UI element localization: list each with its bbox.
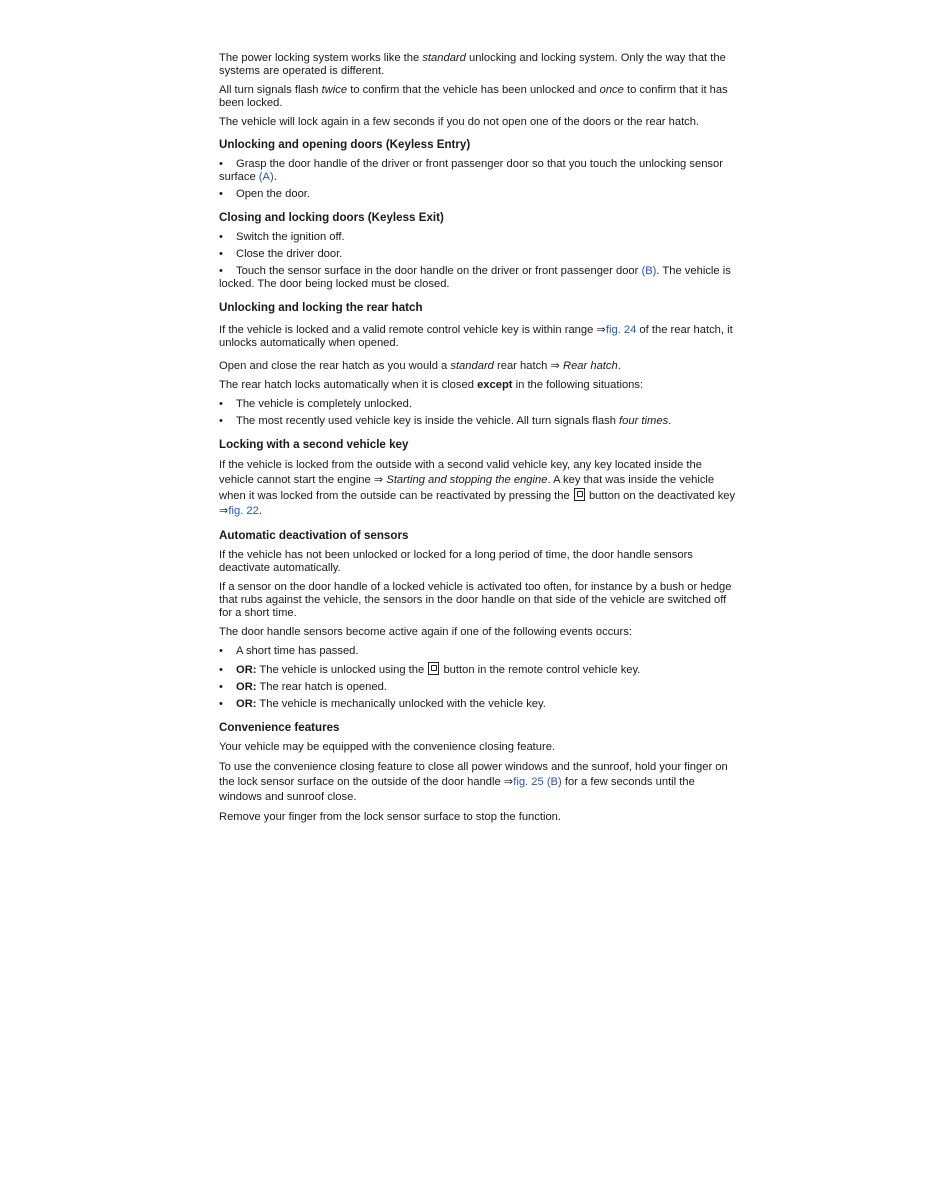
heading-auto-deactivation: Automatic deactivation of sensors (219, 529, 409, 542)
text: The vehicle is mechanically unlocked with the vehicle key. (256, 698, 546, 710)
list-item (219, 662, 739, 677)
auto-deact-paragraph-1: If the vehicle has not been unlocked or locked for a long period of time, the door handle sensors deactivate automatically. (219, 549, 693, 574)
list-item (219, 265, 739, 291)
link-fig-22[interactable]: fig. 22 (228, 505, 259, 517)
emphasis: standard (422, 52, 466, 64)
second-key-paragraph (219, 458, 739, 519)
unlock-button-icon (574, 488, 585, 501)
text: rear hatch (493, 360, 551, 372)
text: for a few seconds until the windows and sunroof close. (219, 776, 695, 803)
text: . (617, 360, 621, 372)
document-body (219, 52, 739, 830)
link-fig-24[interactable]: fig. 24 (605, 324, 637, 336)
convenience-paragraph-2 (219, 760, 739, 805)
bullet: • (219, 265, 223, 277)
text: unlocking and locking system. Only the way that the systems are operated is different. (219, 52, 726, 77)
link-starting-stopping[interactable]: Starting and stopping the engine (386, 474, 548, 486)
text: Touch the sensor surface in the door handle on the driver or front passenger door (236, 265, 642, 277)
arrow-icon: ⇒ (550, 360, 560, 372)
text: button in the remote control vehicle key. (440, 664, 641, 676)
text: The most recently used vehicle key is inside the vehicle. All turn signals flash (236, 415, 620, 427)
text: If the vehicle is locked from the outside with a second valid vehicle key, any key located inside the vehicle cannot start the engine (219, 459, 702, 486)
list-item (219, 398, 739, 411)
bullet: • (219, 231, 223, 243)
emphasis: four times (619, 415, 669, 427)
text: The rear hatch locks automatically when it is closed (219, 379, 478, 391)
text: . The vehicle is locked. The door being locked must be closed. (219, 265, 731, 290)
emphasis: standard (450, 360, 494, 372)
link-fig-25[interactable]: fig. 25 (B) (513, 776, 562, 788)
text: Open the door. (236, 188, 311, 200)
convenience-paragraph-3: Remove your finger from the lock sensor surface to stop the function. (219, 811, 562, 823)
text: to confirm that it has been locked. (219, 84, 728, 109)
text: to confirm that the vehicle has been unlocked and (347, 84, 600, 96)
list-item (219, 681, 739, 694)
or-label: OR: (236, 698, 257, 710)
heading-keyless-entry: Unlocking and opening doors (Keyless Entry) (219, 138, 471, 151)
or-label: OR: (236, 664, 257, 676)
link-a[interactable]: (A) (258, 171, 274, 183)
intro-paragraph-2 (219, 84, 739, 110)
text: Close the driver door. (236, 248, 343, 260)
bullet: • (219, 248, 223, 260)
rear-hatch-paragraph-3 (219, 379, 739, 392)
text: in the following situations: (512, 379, 644, 391)
auto-deact-paragraph-3: The door handle sensors become active again if one of the following events occurs: (219, 626, 632, 638)
bullet: • (219, 398, 223, 410)
bullet: • (219, 698, 223, 710)
text: of the rear hatch, it unlocks automatically when opened. (219, 324, 733, 349)
text: Switch the ignition off. (236, 231, 345, 243)
text: All turn signals flash (219, 84, 322, 96)
bullet: • (219, 188, 223, 200)
unlock-button-icon (428, 662, 439, 675)
link-b[interactable]: (B) (641, 265, 657, 277)
arrow-icon: ⇒ (373, 474, 384, 486)
text: A short time has passed. (236, 645, 359, 657)
text: The rear hatch is opened. (256, 681, 387, 693)
convenience-paragraph-1: Your vehicle may be equipped with the convenience closing feature. (219, 741, 556, 753)
list-item (219, 415, 739, 428)
arrow-icon: ⇒ (219, 505, 229, 517)
list-item (219, 188, 739, 201)
heading-keyless-exit: Closing and locking doors (Keyless Exit) (219, 211, 444, 224)
text: If the vehicle is locked and a valid remote control vehicle key is within range (219, 324, 597, 336)
text: The power locking system works like the (219, 52, 423, 64)
list-item (219, 645, 739, 658)
text: . (258, 505, 262, 517)
bold-text: except (477, 379, 513, 391)
text: button on the deactivated key (585, 490, 736, 502)
list-item (219, 158, 739, 184)
or-label: OR: (236, 681, 257, 693)
list-item (219, 248, 739, 261)
bullet: • (219, 681, 223, 693)
intro-paragraph-3: The vehicle will lock again in a few seconds if you do not open one of the doors or the rear hatch. (219, 116, 700, 128)
text: . A key that was inside the vehicle when it was locked from the outside can be reactivated by pressing the (219, 474, 715, 502)
text: . (273, 171, 277, 183)
rear-hatch-paragraph-2 (219, 360, 739, 373)
heading-rear-hatch: Unlocking and locking the rear hatch (219, 301, 423, 314)
emphasis: twice (321, 84, 348, 96)
text: The vehicle is unlocked using the (256, 664, 428, 676)
emphasis: once (599, 84, 624, 96)
bullet: • (219, 664, 223, 676)
heading-second-key: Locking with a second vehicle key (219, 438, 409, 451)
text: Open and close the rear hatch as you would a (219, 360, 451, 372)
text: . (668, 415, 672, 427)
auto-deact-paragraph-2: If a sensor on the door handle of a locked vehicle is activated too often, for instance by a bush or hedge that rubs against the vehicle, the sensors in the door handle on that side of the vehicle are switched off for a short time. (219, 581, 732, 619)
bullet: • (219, 158, 223, 170)
arrow-icon: ⇒ (503, 776, 514, 788)
arrow-icon: ⇒ (596, 324, 606, 336)
list-item (219, 231, 739, 244)
text: To use the convenience closing feature to close all power windows and the sunroof, hold your finger on the lock sensor surface on the outside of the door handle (219, 761, 728, 788)
link-rear-hatch[interactable]: Rear hatch (562, 360, 618, 372)
intro-paragraph-1 (219, 52, 739, 78)
list-item (219, 698, 739, 711)
bullet: • (219, 415, 223, 427)
text: Grasp the door handle of the driver or front passenger door so that you touch the unlocking sensor surface (219, 158, 723, 183)
bullet: • (219, 645, 223, 657)
heading-convenience: Convenience features (219, 721, 340, 734)
text: The vehicle is completely unlocked. (236, 398, 412, 410)
rear-hatch-paragraph-1 (219, 324, 739, 350)
